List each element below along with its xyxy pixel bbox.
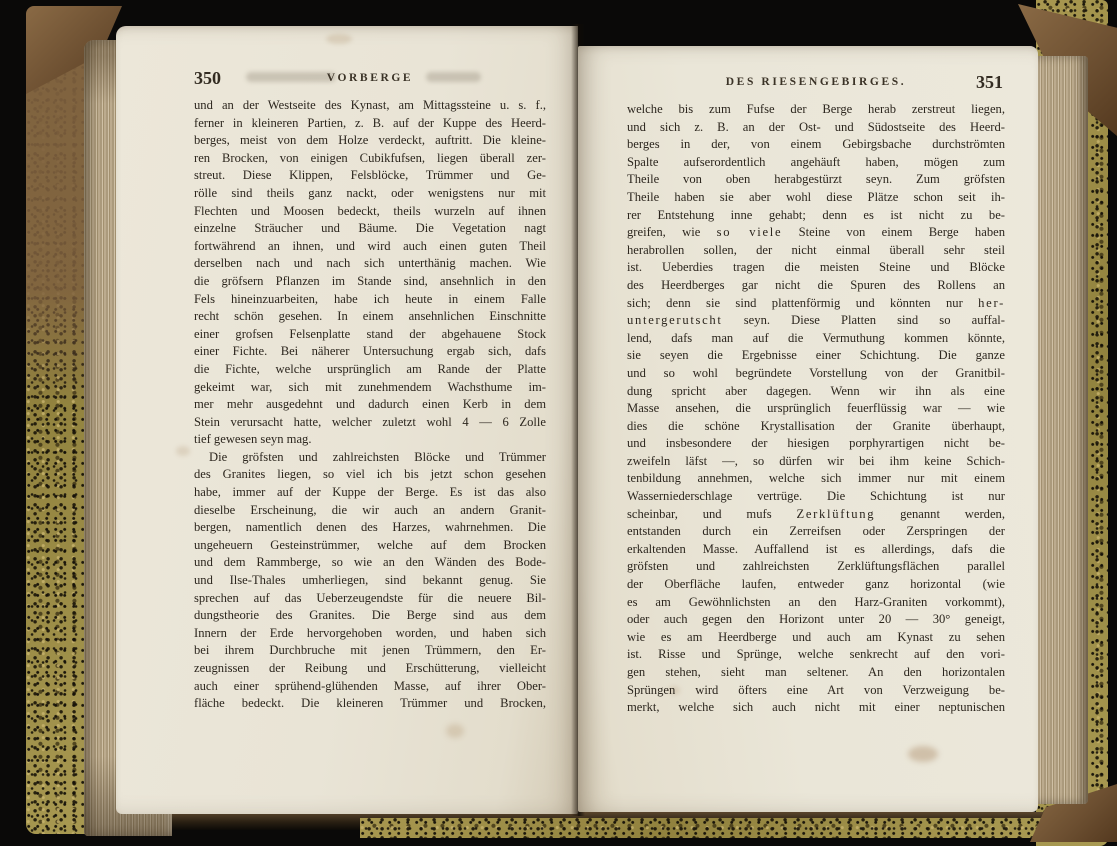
text-segment: greifen, wie xyxy=(627,225,717,240)
text-segment: derselben nach und nach sich unterthänig machen. Wie xyxy=(194,256,546,271)
text-segment: Theile von oben herabgestürzt seyn. Zum gröfsten xyxy=(627,172,1005,187)
text-line xyxy=(194,343,546,361)
left-page-body xyxy=(194,97,546,713)
text-line xyxy=(627,207,1005,225)
text-segment: einer grofsen Felsenplatte stand der abgehauene Stock xyxy=(194,326,546,341)
text-segment: seyn. Diese Platten sind so auffal- xyxy=(722,313,1005,328)
text-segment: die gröfsern Pflanzen im Stande sind, ansehnlich in den xyxy=(194,273,546,288)
text-segment: und an der Westseite des Kynast, am Mittagssteine u. s. f., xyxy=(194,98,546,112)
text-segment: dung spricht aber dagegen. Wenn wir ihn als eine xyxy=(627,383,1005,398)
text-line xyxy=(627,558,1005,576)
text-line xyxy=(627,523,1005,541)
text-segment: Steine von einem Berge haben xyxy=(782,225,1006,240)
text-segment: die Fichte, welche ursprünglich am Rande der Platte xyxy=(194,361,546,376)
text-segment: Wasserniederschlage vertrüge. Die Schichtung ist nur xyxy=(627,489,1005,504)
text-line xyxy=(194,361,546,379)
text-line xyxy=(194,308,546,326)
running-head-left: VORBERGE xyxy=(326,72,414,84)
left-text-block xyxy=(194,68,546,713)
text-line xyxy=(627,171,1005,189)
text-line xyxy=(194,537,546,555)
text-line xyxy=(194,660,546,678)
text-line xyxy=(627,154,1005,172)
text-line xyxy=(627,576,1005,594)
text-line xyxy=(194,502,546,520)
text-segment: sie seyen die Ergebnisse einer Schichtung. Die ganze xyxy=(627,348,1005,363)
cover-board-bottom xyxy=(360,818,1050,838)
text-line xyxy=(194,379,546,397)
text-line xyxy=(627,611,1005,629)
text-line xyxy=(194,449,546,467)
text-line xyxy=(194,484,546,502)
text-line xyxy=(194,625,546,643)
text-line xyxy=(194,590,546,608)
right-page-header xyxy=(627,72,1005,92)
text-segment: lend, dafs man auf die Vermuthung kommen könnte, xyxy=(627,330,1005,345)
text-segment: recht schön gesehen. In einem ansehnlichen Einschnitte xyxy=(194,309,546,324)
text-line xyxy=(194,220,546,238)
right-text-block xyxy=(627,72,1005,717)
text-line xyxy=(627,189,1005,207)
emphasized-text: untergerutscht xyxy=(627,313,723,328)
text-segment: berges in der, von einem Gebirgsbache durchströmten xyxy=(627,137,1005,152)
text-segment: welche bis zum Fufse der Berge herab zerstreut liegen, xyxy=(627,102,1005,116)
text-line xyxy=(627,101,1005,119)
text-line xyxy=(194,678,546,696)
foxing-spot xyxy=(908,746,938,762)
text-line xyxy=(627,418,1005,436)
text-segment: es am Gewöhnlichsten an den Harz-Graniten vorkommt), xyxy=(627,594,1005,609)
text-line xyxy=(627,541,1005,559)
text-line xyxy=(627,470,1005,488)
text-line xyxy=(627,664,1005,682)
text-line xyxy=(627,435,1005,453)
text-segment: gekeimt war, sich mit zunehmendem Wachsthume im- xyxy=(194,379,546,394)
text-line xyxy=(194,97,546,115)
text-segment: zeugnissen der Reibung und Erschütterung, vielleicht xyxy=(194,661,546,675)
text-line xyxy=(627,682,1005,700)
text-line xyxy=(194,642,546,660)
text-segment: und sich z. B. an der Ost- und Südostseite des Heerd- xyxy=(627,119,1005,134)
text-line xyxy=(194,414,546,432)
running-head-right: DES RIESENGEBIRGES. xyxy=(725,76,907,88)
text-segment: Spalte aufserordentlich angehäuft haben, mögen zum xyxy=(627,154,1005,169)
foxing-spot xyxy=(176,446,190,456)
text-line xyxy=(627,347,1005,365)
text-line xyxy=(627,295,1005,313)
text-segment: Stein verursacht hatte, welcher zuletzt wohl 4 — 6 Zolle xyxy=(194,414,546,429)
text-line xyxy=(627,312,1005,330)
text-line xyxy=(194,554,546,572)
text-segment: Theile haben sie aber wohl diese Plätze schon seit ih- xyxy=(627,189,1005,204)
text-line xyxy=(627,383,1005,401)
text-line xyxy=(627,453,1005,471)
text-segment: und Ilse-Thales umherliegen, sind bekannt genug. Sie xyxy=(194,573,546,588)
text-segment: auch einer sprühend-glühenden Masse, auf ihrer Ober- xyxy=(194,678,546,693)
text-line xyxy=(627,699,1005,717)
text-segment: dieselbe Erscheinung, die wir auch an andern Granit- xyxy=(194,502,546,517)
text-line xyxy=(194,115,546,133)
text-segment: dungstheorie des Granites. Die Berge sind aus dem xyxy=(194,608,546,623)
text-segment: rer Entstehung inne gehabt; denn es ist nicht zu be- xyxy=(627,207,1005,222)
text-line xyxy=(194,572,546,590)
text-segment: erkaltenden Masse. Auffallend ist es allerdings, dafs die xyxy=(627,541,1005,556)
text-line xyxy=(194,255,546,273)
text-segment: gröfsten und zahlreichsten Zerklüftungsflächen parallel xyxy=(627,559,1005,574)
text-line xyxy=(194,519,546,537)
page-edges-right xyxy=(1034,56,1088,804)
text-segment: bergen, namentlich denen des Harzes, wahrnehmen. Die xyxy=(194,520,546,535)
emphasized-text: Zerklüftung xyxy=(796,506,876,521)
text-segment: und dem Rammberge, so wie an den Wänden des Bode- xyxy=(194,555,546,570)
text-line xyxy=(194,185,546,203)
text-line xyxy=(194,291,546,309)
text-line xyxy=(194,150,546,168)
text-segment: ist. Risse und Sprünge, welche senkrecht auf den vori- xyxy=(627,647,1005,662)
text-segment: Masse ansehen, die ursprünglich feuerflüssig war — wie xyxy=(627,401,1005,416)
text-segment: habe, immer auf der Kuppe der Berge. Es ist das also xyxy=(194,485,546,500)
text-segment: einer Fichte. Bei näherer Untersuchung ergab sich, dafs xyxy=(194,344,546,359)
right-page xyxy=(578,46,1038,812)
left-page-header xyxy=(194,68,546,88)
text-segment: ren Brocken, von einigen Cubikfufsen, liegen überall zer- xyxy=(194,150,546,165)
text-segment: ferner in kleineren Partien, z. B. auf der Kuppe des Heerd- xyxy=(194,115,546,130)
text-line xyxy=(627,488,1005,506)
text-segment: Flechten und Moosen bedeckt, theils wurzeln auf ihnen xyxy=(194,203,546,218)
text-segment: sprechen auf das Ueberzeugendste für die neuere Bil- xyxy=(194,590,546,605)
page-number-left: 350 xyxy=(194,68,221,88)
emphasized-text: her- xyxy=(978,295,1005,310)
text-line xyxy=(627,594,1005,612)
text-segment: einzelne Sträucher und Bäume. Die Vegetation nagt xyxy=(194,221,546,236)
text-segment: dies die schöne Krystallisation der Granite überhaupt, xyxy=(627,418,1005,433)
text-segment: sich; denn sie sind plattenförmig und könnten nur xyxy=(627,295,979,310)
text-line xyxy=(194,695,546,713)
text-segment: ungeheuern Gesteinstrümmer, welche auf dem Brocken xyxy=(194,537,546,552)
text-line xyxy=(194,466,546,484)
left-page xyxy=(116,26,578,814)
text-line xyxy=(194,326,546,344)
text-segment: und insbesondere der hiesigen porphyrartigen nicht be- xyxy=(627,436,1005,451)
text-segment: des Granites liegen, so viel ich bis jetzt schon gesehen xyxy=(194,467,546,482)
text-segment: tief gewesen seyn mag. xyxy=(194,432,312,447)
page-number-right: 351 xyxy=(976,72,1003,92)
text-segment: tenbildung annehmen, welche sich immer nur mit einem xyxy=(627,471,1005,486)
text-line xyxy=(194,167,546,185)
text-segment: streut. Diese Klippen, Felsblöcke, Trümmer und Ge- xyxy=(194,168,546,183)
text-segment: fortwährend an ihnen, und wird auch einen guten Theil xyxy=(194,238,546,253)
text-segment: bei ihrem Durchbruche mit jenen Trümmern, den Er- xyxy=(194,643,546,658)
emphasized-text: so viele xyxy=(716,225,783,240)
text-line xyxy=(627,330,1005,348)
text-segment: wie es am Heerdberge und auch am Kynast zu sehen xyxy=(627,629,1005,644)
text-line xyxy=(627,224,1005,242)
text-segment: oder auch gegen den Horizont unter 20 — 30° geneigt, xyxy=(627,612,1005,627)
foxing-spot xyxy=(326,34,352,44)
text-line xyxy=(627,259,1005,277)
text-line xyxy=(627,646,1005,664)
text-segment: Fels hineinzuarbeiten, habe ich heute in einem Falle xyxy=(194,291,546,306)
text-segment: ist. Ueberdies tragen die meisten Steine und Blöcke xyxy=(627,260,1005,275)
text-line xyxy=(194,203,546,221)
text-segment: Sprüngen wird öfters eine Art von Verzweigung be- xyxy=(627,682,1005,697)
text-line xyxy=(627,400,1005,418)
text-segment: berges, meist von dem Holze verdeckt, auftritt. Die kleine- xyxy=(194,133,546,148)
foxing-spot xyxy=(446,724,464,738)
text-segment: herabrollen sollen, der nicht einmal überall sehr steil xyxy=(627,242,1005,257)
text-line xyxy=(627,242,1005,260)
text-segment: zweifeln läfst —, so dürfen wir bei ihm keine Schich- xyxy=(627,453,1005,468)
text-segment: scheinbar, und mufs xyxy=(627,506,797,521)
text-line xyxy=(194,273,546,291)
text-line xyxy=(194,607,546,625)
text-segment: und so wohl begründete Vorstellung von der Granitbil- xyxy=(627,365,1005,380)
text-segment: Die gröfsten und zahlreichsten Blöcke und Trümmer xyxy=(209,449,546,464)
text-segment: entstanden durch ein Zerreifsen oder Zerspringen der xyxy=(627,524,1005,539)
text-segment: merkt, welche sich auch nicht mit einer neptunischen xyxy=(627,700,1005,715)
text-line xyxy=(627,506,1005,524)
text-segment: des Heerdberges gar nicht die Spuren des Rollens an xyxy=(627,277,1005,292)
text-segment: fläche bedeckt. Die kleineren Trümmer und Brocken, xyxy=(194,696,546,711)
text-segment: der Oberfläche laufen, entweder ganz horizontal (wie xyxy=(627,577,1005,592)
text-line xyxy=(627,119,1005,137)
text-line xyxy=(194,238,546,256)
text-line xyxy=(194,396,546,414)
text-segment: genannt werden, xyxy=(875,506,1006,521)
text-line xyxy=(627,365,1005,383)
text-line xyxy=(627,136,1005,154)
text-line xyxy=(627,629,1005,647)
text-line xyxy=(194,431,546,449)
text-segment: Innern der Erde hervorgehoben worden, und haben sich xyxy=(194,625,546,640)
text-segment: rölle sind theils ganz nackt, oder wenigstens nur mit xyxy=(194,185,546,200)
text-segment: gen stehen, sieht man seltener. An den horizontalen xyxy=(627,665,1005,679)
text-line xyxy=(627,277,1005,295)
text-line xyxy=(194,132,546,150)
text-segment: mer mehr ausgedehnt und dadurch einen Kerb in dem xyxy=(194,397,546,412)
right-page-body xyxy=(627,101,1005,717)
